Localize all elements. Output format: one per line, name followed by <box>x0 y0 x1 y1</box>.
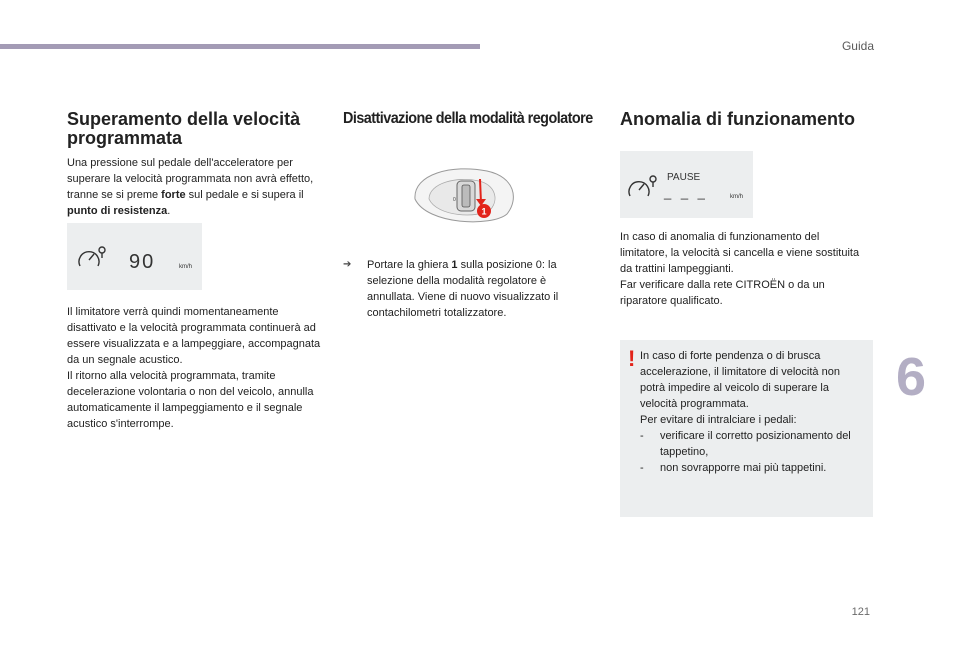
text-run: sul pedale e si supera il <box>185 189 304 201</box>
warning-box <box>620 340 873 517</box>
section-title: Anomalia di funzionamento <box>620 109 856 129</box>
speedometer-display-illustration <box>67 223 202 290</box>
list-item-text: non sovrapporre mai più tappetini. <box>660 462 827 474</box>
speed-display-panel <box>67 223 202 290</box>
fault-display-panel <box>620 151 753 218</box>
list-item-text: verificare il corretto posizionamento del tappetino, <box>660 430 851 458</box>
text-bold: 1 <box>451 259 458 271</box>
chapter-number: 6 <box>896 347 927 407</box>
section-title: Disattivazione della modalità regolatore <box>343 110 593 127</box>
display-pause: PAUSE <box>667 172 701 183</box>
warning-intro: Per evitare di intralciare i pedali: <box>640 414 797 426</box>
list-dash: - <box>640 430 644 442</box>
text-run: Una pressione sul pedale dell'acceleratore per superare la velocità programmata non avrà effetto, tranne se si preme <box>67 157 314 201</box>
title-line-1: Superamento della velocità <box>67 109 301 129</box>
steering-control-illustration <box>407 159 525 229</box>
display-unit: km/h <box>179 264 193 270</box>
text-bold: punto di resistenza <box>67 205 168 217</box>
warning-text <box>640 348 868 476</box>
text-run: . <box>167 205 171 217</box>
display-dashes: _ _ _ <box>664 185 708 200</box>
section-label: Guida <box>841 39 874 53</box>
text-run: sulla posizione 0: la selezione della modalità regolatore è annullata. Viene di nuovo visualizzato il contachilometri totalizzatore. <box>367 259 559 319</box>
chapter-tab <box>934 338 960 416</box>
text-run: Portare la ghiera <box>367 259 452 271</box>
callout-number: 1 <box>481 206 487 217</box>
service-paragraph: Far verificare dalla rete CITROËN o da un riparatore qualificato. <box>620 279 825 307</box>
return-paragraph: Il ritorno alla velocità programmata, tramite decelerazione volontaria o non del veicolo, annulla automaticamente il lampeggiamento e il segnale acustico s'interrompe. <box>67 370 314 430</box>
speedometer-icon <box>629 176 656 196</box>
deactivation-step <box>343 257 578 321</box>
section-overspeed <box>67 110 322 219</box>
list-item <box>640 428 868 460</box>
malfunction-body <box>620 229 870 309</box>
text-bold: forte <box>161 189 186 201</box>
section-malfunction <box>620 110 875 129</box>
speedometer-icon <box>79 247 105 266</box>
list-item <box>640 460 868 476</box>
zero-position-mark: 0 <box>453 197 456 203</box>
list-dash: - <box>640 462 644 474</box>
steering-wheel-stalk-illustration <box>407 159 525 229</box>
warning-paragraph: In caso di forte pendenza o di brusca accelerazione, il limitatore di velocità non potrà impedire al veicolo di superare la velocità programmata. <box>640 350 840 410</box>
malfunction-paragraph: In caso di anomalia di funzionamento del limitatore, la velocità si cancella e viene sostituita da trattini lampeggianti. <box>620 231 860 275</box>
overspeed-followup <box>67 304 322 432</box>
overspeed-paragraph <box>67 155 322 219</box>
warning-exclamation-icon: ! <box>628 346 636 371</box>
fault-display-illustration <box>620 151 753 218</box>
bullet-arrow-icon: ➔ <box>343 259 352 270</box>
title-line-2: programmata <box>67 128 183 148</box>
flashing-paragraph: Il limitatore verrà quindi momentaneamente disattivato e la velocità programmata continuerà ad essere visualizzata e a lampeggiare, accompagnata da un segnale acustico. <box>67 306 321 366</box>
deactivation-step-text <box>367 257 578 321</box>
page-number: 121 <box>851 606 870 618</box>
header-accent-bar <box>0 44 480 49</box>
display-speed: 90 <box>129 251 156 273</box>
section-title <box>67 110 322 148</box>
section-deactivation <box>343 110 598 128</box>
display-unit: km/h <box>730 194 744 200</box>
